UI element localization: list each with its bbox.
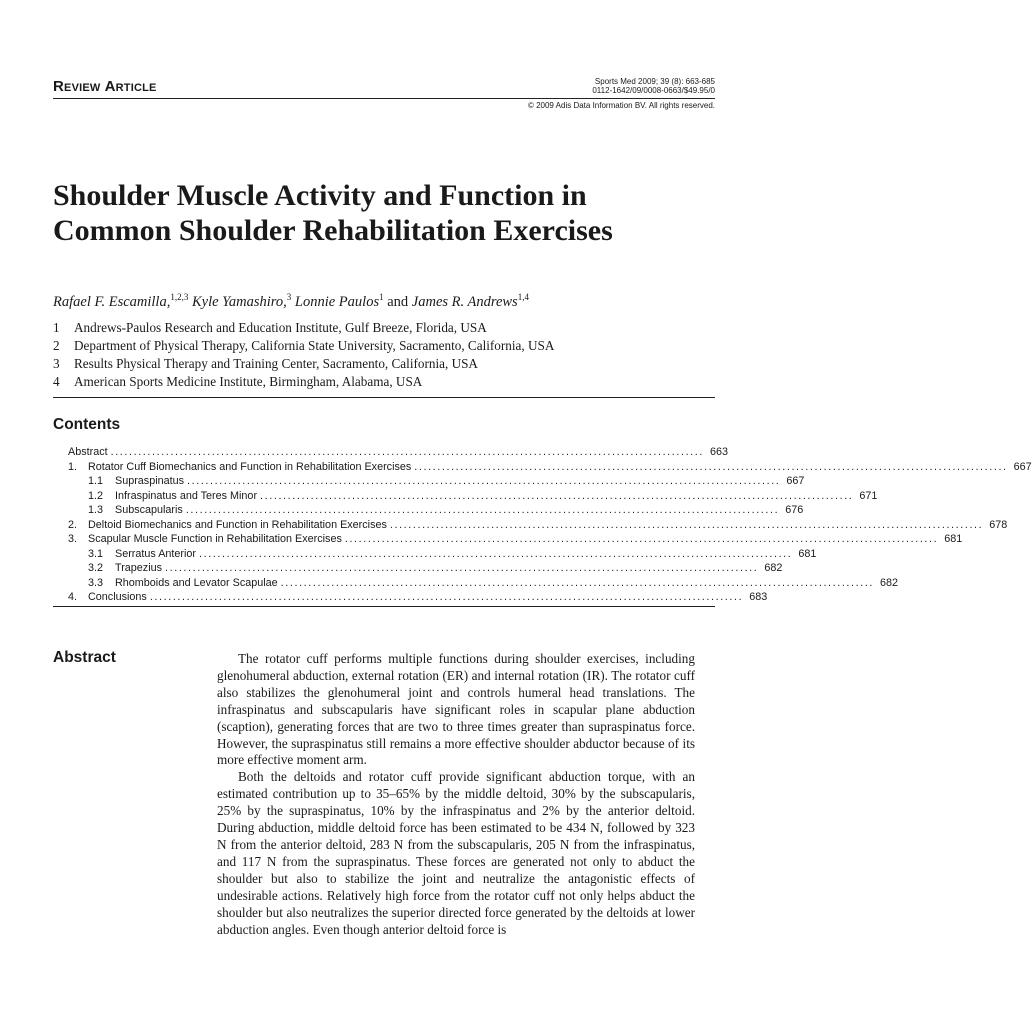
- affiliation-number: 3: [53, 356, 60, 371]
- toc-number: 3.2: [88, 562, 104, 575]
- toc-leader-dots: .................................................................................................................................: [344, 533, 939, 546]
- citation-line-2: 0112-1642/09/0008-0663/$49.95/0: [592, 86, 715, 95]
- toc-label: Rotator Cuff Biomechanics and Function in Rehabilitation Exercises: [88, 460, 412, 473]
- toc-page-number: 681: [944, 533, 963, 546]
- toc-entry-scapular[interactable]: [68, 532, 963, 547]
- toc-leader-dots: .................................................................................................................................: [389, 518, 984, 531]
- toc-number: 2.: [68, 518, 78, 531]
- toc-page-number: 682: [764, 562, 783, 575]
- toc-entry-trapezius[interactable]: [68, 561, 783, 576]
- section-label-rticle: RTICLE: [115, 82, 157, 94]
- toc-leader-dots: .................................................................................................................................: [165, 562, 759, 575]
- toc-leader-dots: .................................................................................................................................: [280, 576, 875, 589]
- toc-page-number: 683: [749, 591, 768, 604]
- contents-heading: Contents: [53, 416, 121, 433]
- toc-entry-rotator-cuff[interactable]: [68, 460, 1032, 475]
- toc-number: 1.: [68, 460, 78, 473]
- toc-label: Infraspinatus and Teres Minor: [115, 489, 258, 502]
- author-name: Rafael F. Escamilla,: [53, 293, 171, 310]
- affiliation-item: [53, 337, 554, 355]
- abstract-paragraph-1: The rotator cuff performs multiple functions during shoulder exercises, including glenohumeral abduction, external rotation (ER) and internal rotation (IR). The rotator cuff also stabilizes the glenohumeral joint and controls humeral head translations. The infraspinatus and subscapularis have significant roles in scapular plane abduction (scaption), generating forces that are two to three times greater than supraspinatus force. However, the supraspinatus still remains a more effective shoulder abductor because of its more effective moment arm.: [217, 651, 695, 768]
- toc-leader-dots: .................................................................................................................................: [199, 547, 793, 560]
- toc-entry-conclusions[interactable]: [68, 590, 768, 605]
- toc-label: Deltoid Biomechanics and Function in Rehabilitation Exercises: [88, 518, 387, 531]
- author-name: Kyle Yamashiro,: [191, 293, 287, 310]
- affiliation-text: Results Physical Therapy and Training Center, Sacramento, California, USA: [74, 356, 478, 371]
- toc-label: Supraspinatus: [115, 475, 185, 488]
- toc-leader-dots: .................................................................................................................................: [110, 446, 704, 458]
- toc-label: Scapular Muscle Function in Rehabilitation Exercises: [88, 533, 342, 546]
- toc-number: 1.1: [88, 475, 104, 488]
- affiliation-item: [53, 319, 554, 337]
- citation: [592, 77, 715, 95]
- author-3: [295, 294, 384, 310]
- toc-label: Serratus Anterior: [115, 547, 197, 560]
- toc-number: 3.1: [88, 547, 104, 560]
- toc-page-number: 663: [709, 446, 728, 458]
- author-affiliation-marker: 1,2,3: [170, 292, 189, 302]
- author-2: [192, 294, 291, 310]
- toc-leader-dots: .................................................................................................................................: [414, 460, 1008, 473]
- affiliation-list: [53, 319, 554, 391]
- toc-page-number: 678: [989, 518, 1008, 531]
- affiliation-item: [53, 355, 554, 373]
- author-affiliation-marker: 1,4: [517, 292, 529, 302]
- affiliation-text: American Sports Medicine Institute, Birmingham, Alabama, USA: [74, 374, 423, 389]
- toc-entry-serratus[interactable]: [68, 547, 817, 562]
- author-list: [53, 292, 529, 311]
- toc-number: 1.2: [88, 489, 104, 502]
- toc-entry-subscapularis[interactable]: [68, 503, 804, 518]
- toc-number: 1.3: [88, 504, 104, 517]
- affiliation-number: 2: [53, 338, 60, 353]
- toc-entry-supraspinatus[interactable]: [68, 474, 805, 489]
- toc-entry-deltoid[interactable]: [68, 518, 1008, 533]
- toc-number: 3.3: [88, 576, 104, 589]
- toc-entry-abstract[interactable]: [68, 445, 728, 460]
- toc-page-number: 676: [785, 504, 804, 517]
- toc-leader-dots: .................................................................................................................................: [149, 591, 744, 604]
- toc-number: 3.: [68, 533, 78, 546]
- abstract-heading: Abstract: [53, 649, 116, 666]
- author-affiliation-marker: 1: [379, 292, 384, 302]
- author-4: [412, 294, 529, 310]
- toc-entry-infraspinatus[interactable]: [68, 489, 878, 504]
- abstract-body: [217, 651, 695, 938]
- toc-label: Abstract: [68, 446, 108, 458]
- affiliation-item: [53, 373, 554, 391]
- page-header: [53, 76, 715, 98]
- toc-leader-dots: .................................................................................................................................: [260, 489, 854, 502]
- toc-number: 4.: [68, 591, 78, 604]
- contents-top-rule: [53, 397, 715, 398]
- toc-entry-rhomboids[interactable]: [68, 576, 899, 591]
- abstract-paragraph-2: Both the deltoids and rotator cuff provide significant abduction torque, with an estimated contribution up to 35–65% by the middle deltoid, 30% by the subscapularis, 25% by the supraspinatus, 10% by the infraspinatus and 2% by the anterior deltoid. During abduction, middle deltoid force has been estimated to be 434 N, followed by 323 N from the anterior deltoid, 283 N from the subscapularis, 205 N from the infraspinatus, and 117 N from the supraspinatus. These forces are generated not only to abduct the shoulder but also to stabilize the joint and neutralize the antagonistic effects of undesirable actions. Relatively high force from the rotator cuff not only helps abduct the shoulder but also neutralizes the superior directed force generated by the deltoids at lower abduction angles. Even though anterior deltoid force is: [217, 769, 695, 937]
- section-label: [53, 78, 157, 95]
- contents-bottom-rule: [53, 606, 715, 607]
- toc-label: Subscapularis: [115, 504, 183, 517]
- affiliation-text: Andrews-Paulos Research and Education Institute, Gulf Breeze, Florida, USA: [74, 320, 487, 335]
- section-label-eview: EVIEW: [64, 82, 101, 94]
- toc-leader-dots: .................................................................................................................................: [185, 504, 780, 517]
- toc-page-number: 681: [798, 547, 817, 560]
- author-affiliation-marker: 3: [286, 292, 292, 302]
- author-conjunction: and: [387, 293, 409, 310]
- author-1: [53, 294, 188, 310]
- toc-page-number: 667: [786, 475, 805, 488]
- author-name: James R. Andrews: [411, 293, 518, 310]
- toc-leader-dots: .................................................................................................................................: [187, 475, 781, 488]
- toc-page-number: 682: [880, 576, 899, 589]
- toc-page-number: 671: [859, 489, 878, 502]
- affiliation-number: 1: [53, 320, 60, 335]
- affiliation-number: 4: [53, 374, 60, 389]
- section-label-r: R: [53, 78, 65, 95]
- header-rule: [53, 98, 715, 99]
- toc-label: Conclusions: [88, 591, 147, 604]
- toc-label: Trapezius: [115, 562, 163, 575]
- toc-page-number: 667: [1013, 460, 1032, 473]
- section-label-a: A: [104, 78, 116, 95]
- copyright-notice: © 2009 Adis Data Information BV. All rights reserved.: [527, 101, 715, 110]
- citation-line-1: Sports Med 2009; 39 (8): 663-685: [594, 77, 715, 86]
- toc-label: Rhomboids and Levator Scapulae: [115, 576, 278, 589]
- affiliation-text: Department of Physical Therapy, California State University, Sacramento, California, USA: [74, 338, 555, 353]
- table-of-contents: [68, 445, 1032, 605]
- article-title: Shoulder Muscle Activity and Function in Common Shoulder Rehabilitation Exercises: [53, 179, 613, 247]
- author-name: Lonnie Paulos: [294, 293, 380, 310]
